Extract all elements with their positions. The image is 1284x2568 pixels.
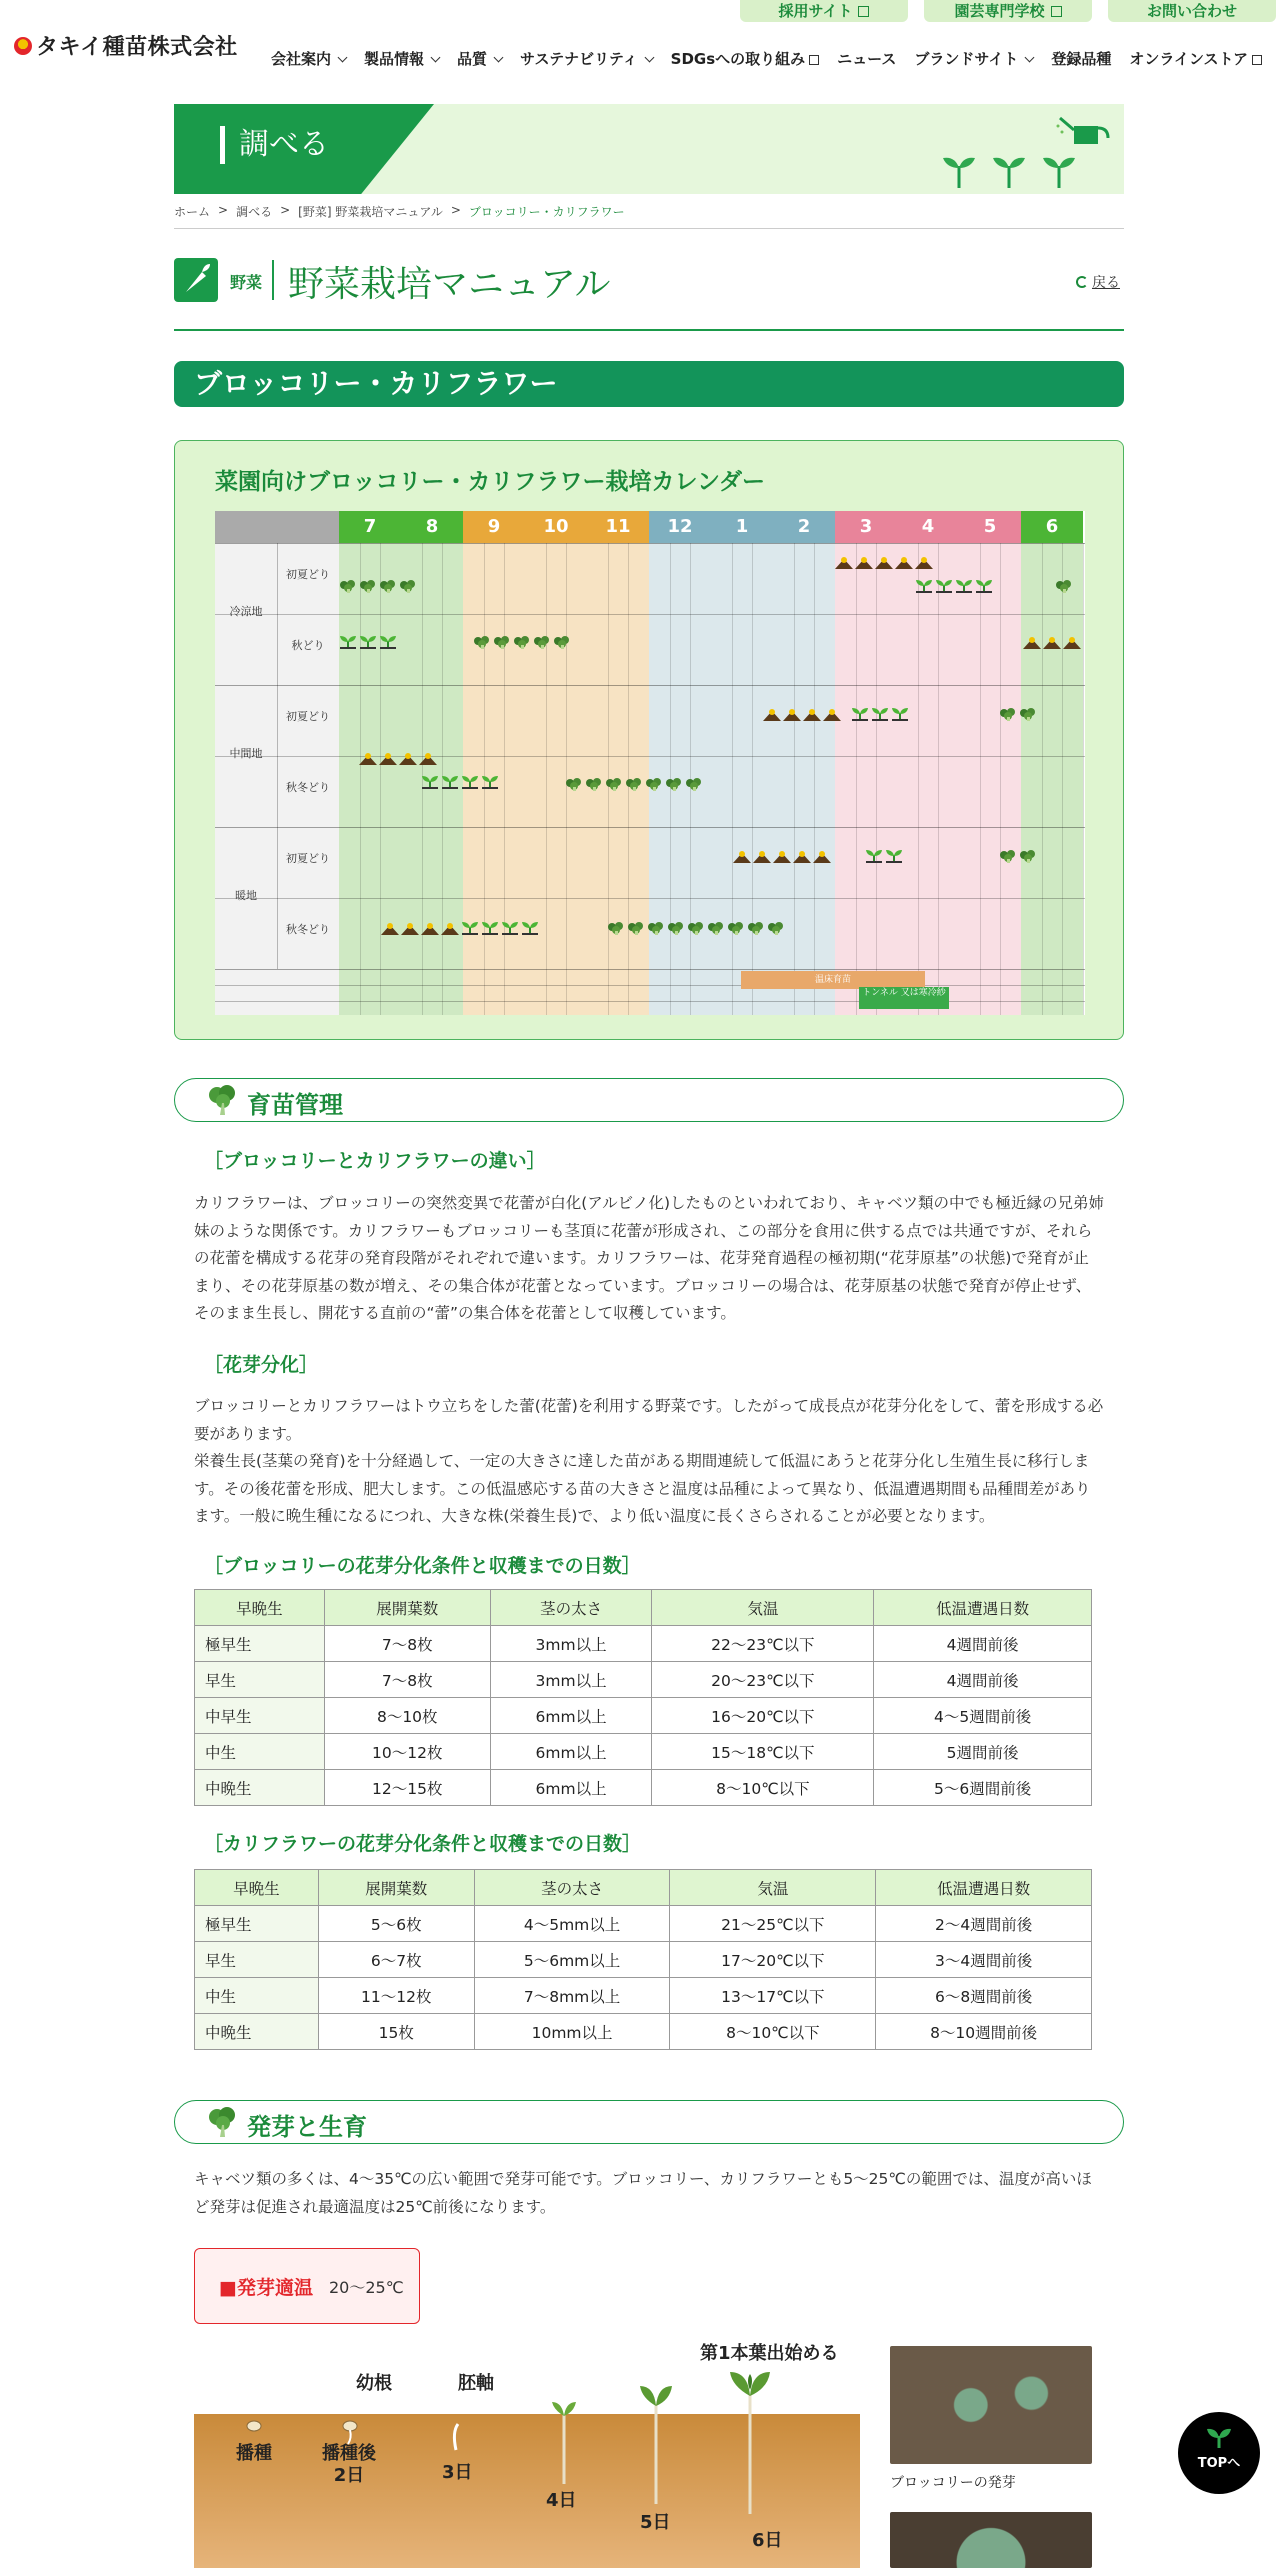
planting-mark-icon: [461, 921, 479, 935]
table-header: 低温遭遇日数: [874, 1590, 1092, 1626]
back-to-top-button[interactable]: [1178, 2412, 1260, 2494]
temp-label: ■発芽適温: [219, 2277, 313, 2299]
stage-label: 3日: [442, 2462, 473, 2483]
harvest-mark-icon: [1019, 707, 1037, 721]
table-cell: 15～18℃以下: [652, 1734, 874, 1770]
cultivation-calendar: [215, 511, 1085, 1015]
table-cell: 4週間前後: [874, 1662, 1092, 1698]
nav-sustainability[interactable]: サステナビリティ: [511, 48, 662, 69]
label-hypocotyl: 胚軸: [458, 2373, 494, 2394]
month-header: 3: [835, 511, 897, 543]
table-header: 展開葉数: [324, 1590, 490, 1626]
month-header: 4: [897, 511, 959, 543]
harvest-mark-icon: [627, 921, 645, 935]
sowing-mark-icon: [855, 555, 873, 569]
grid-line: [215, 985, 1085, 986]
school-link[interactable]: 園芸専門学校: [924, 0, 1092, 22]
table-header: 早晩生: [195, 1590, 325, 1626]
page-category: 野菜: [230, 273, 263, 292]
planting-mark-icon: [975, 579, 993, 593]
germination-temp-box: [194, 2248, 420, 2324]
chevron-down-icon: [644, 53, 654, 63]
label-first-leaf: 第1本葉出始める: [700, 2343, 839, 2364]
table-row: [195, 1978, 1092, 2014]
nav-store[interactable]: オンラインストア: [1120, 48, 1271, 69]
table-row: [195, 1662, 1092, 1698]
month-header: 2: [773, 511, 835, 543]
sowing-mark-icon: [419, 751, 437, 765]
nav-varieties[interactable]: 登録品種: [1051, 50, 1112, 68]
month-header: 10: [525, 511, 587, 543]
grid-line: [215, 969, 1085, 970]
recruit-link[interactable]: 採用サイト: [740, 0, 908, 22]
harvest-mark-icon: [553, 635, 571, 649]
table-row: [195, 2014, 1092, 2050]
table-row: [195, 1942, 1092, 1978]
table-cell: 3mm以上: [490, 1626, 652, 1662]
harvest-mark-icon: [747, 921, 765, 935]
harvest-mark-icon: [339, 579, 357, 593]
table-cell: 6mm以上: [490, 1734, 652, 1770]
sowing-mark-icon: [1043, 635, 1061, 649]
harvest-mark-icon: [473, 635, 491, 649]
month-header: 7: [339, 511, 401, 543]
harvest-mark-icon: [999, 707, 1017, 721]
breadcrumb-manual[interactable]: [野菜] 野菜栽培マニュアル: [298, 205, 443, 219]
table-cell: 8～10℃以下: [670, 2014, 876, 2050]
table-cell: 17～20℃以下: [670, 1942, 876, 1978]
sowing-mark-icon: [803, 707, 821, 721]
crop-title: ブロッコリー・カリフラワー: [174, 361, 1124, 407]
sowing-mark-icon: [813, 849, 831, 863]
vegetable-icon: [174, 258, 218, 302]
harvest-mark-icon: [625, 777, 643, 791]
table-cell: 中生: [195, 1978, 319, 2014]
sprout-icon: [989, 148, 1029, 188]
region-middle: 中間地: [229, 747, 263, 760]
planting-mark-icon: [481, 921, 499, 935]
nav-brand[interactable]: ブランドサイト: [905, 48, 1042, 69]
calendar-title: 菜園向けブロッコリー・カリフラワー栽培カレンダー: [215, 469, 766, 495]
title-underline: [174, 329, 1124, 331]
table-header: 気温: [652, 1590, 874, 1626]
table-header: 早晩生: [195, 1870, 319, 1906]
table-cell: 2～4週間前後: [876, 1906, 1092, 1942]
harvest-mark-icon: [533, 635, 551, 649]
table-header: 茎の太さ: [490, 1590, 652, 1626]
subheading: ［花芽分化］: [204, 1354, 319, 1376]
planting-mark-icon: [871, 707, 889, 721]
table-cell: 中早生: [195, 1698, 325, 1734]
table-cell: 7～8枚: [324, 1662, 490, 1698]
sowing-mark-icon: [783, 707, 801, 721]
table-header: 茎の太さ: [474, 1870, 670, 1906]
harvest-mark-icon: [645, 777, 663, 791]
cauliflower-table: [194, 1869, 1092, 2050]
harvest-mark-icon: [565, 777, 583, 791]
table-header-row: [195, 1590, 1092, 1626]
month-header: 1: [711, 511, 773, 543]
section-title: 発芽と生育: [247, 2113, 367, 2141]
sowing-mark-icon: [733, 849, 751, 863]
sprout-icon: [939, 148, 979, 188]
sowing-mark-icon: [401, 921, 419, 935]
harvest-mark-icon: [399, 579, 417, 593]
contact-link[interactable]: お問い合わせ: [1108, 0, 1276, 22]
table-header: 展開葉数: [318, 1870, 474, 1906]
table-cell: 16～20℃以下: [652, 1698, 874, 1734]
grid-line: [215, 1001, 1085, 1002]
planting-mark-icon: [461, 775, 479, 789]
table-cell: 11～12枚: [318, 1978, 474, 2014]
sowing-mark-icon: [763, 707, 781, 721]
table-cell: 21～25℃以下: [670, 1906, 876, 1942]
paragraph: カリフラワーは、ブロッコリーの突然変異で花蕾が白化(アルビノ化)したものといわれており、キャベツ類の中でも極近縁の兄弟姉妹のような関係です。カリフラワーもブロッコリーも茎頂に花蕾が形成され、この部分を食用に供する点では共通ですが、それらの花蕾を構成する花芽の発育段階がそれぞれで違います。カリフラワーは、花芽発育過程の極初期(“花芽原基”の状態)で発育が止まり、その花芽原基の数が増え、その集合体が花蕾となっています。ブロッコリーの場合は、花芽原基の状態で発育が停止せず、そのまま生長し、開花する直前の“蕾”の集合体を花蕾として収穫しています。: [194, 1194, 1105, 1322]
table-cell: 3～4週間前後: [876, 1942, 1092, 1978]
month-header: 9: [463, 511, 525, 543]
table-cell: 7～8枚: [324, 1626, 490, 1662]
breadcrumb-sep: >: [218, 203, 229, 217]
harvest-mark-icon: [707, 921, 725, 935]
chevron-down-icon: [1025, 53, 1035, 63]
planting-mark-icon: [851, 707, 869, 721]
tunnel-bar: トンネル 又は寒冷紗: [859, 987, 949, 1009]
table-header: 低温遭遇日数: [876, 1870, 1092, 1906]
table-row: [195, 1698, 1092, 1734]
harvest-mark-icon: [1055, 579, 1073, 593]
table-cell: 7～8mm以上: [474, 1978, 670, 2014]
calendar-corner: [215, 511, 339, 543]
harvest-mark-icon: [647, 921, 665, 935]
grid-line: [215, 756, 1085, 757]
paragraph: 栄養生長(茎葉の発育)を十分経過して、一定の大きさに達した苗がある期間連続して低温にあうと花芽分化し生殖生長に移行します。その後花蕾を形成、肥大します。この低温感応する苗の大きさと温度は品種によって異なり、低温遭遇期間も品種間差があります。一般に晩生種になるにつれ、大きな株(栄養生長)で、より低い温度に長くさらされることが必要となります。: [194, 1452, 1091, 1525]
table-header: 気温: [670, 1870, 876, 1906]
row-label: 初夏どり: [286, 568, 330, 581]
site-logo[interactable]: [14, 30, 238, 61]
grid-line: [215, 614, 1085, 615]
table-cell: 中晩生: [195, 2014, 319, 2050]
subheading: ［ブロッコリーとカリフラワーの違い］: [204, 1150, 546, 1172]
sowing-mark-icon: [1023, 635, 1041, 649]
harvest-mark-icon: [1019, 849, 1037, 863]
table-cell: 早生: [195, 1942, 319, 1978]
external-link-icon: [1252, 55, 1262, 65]
table-cell: 5～6mm以上: [474, 1942, 670, 1978]
breadcrumb-search[interactable]: 調べる: [236, 205, 273, 219]
table-cell: 12～15枚: [324, 1770, 490, 1806]
stage-label: 4日: [546, 2490, 577, 2511]
external-link-icon: [858, 6, 869, 17]
breadcrumb-sep: >: [450, 203, 461, 217]
back-to-top-label: TOPへ: [1197, 2456, 1241, 2471]
month-header: 8: [401, 511, 463, 543]
harvest-mark-icon: [665, 777, 683, 791]
sowing-mark-icon: [793, 849, 811, 863]
table-row: [195, 1906, 1092, 1942]
logo-mark-icon: [14, 37, 32, 55]
planting-mark-icon: [521, 921, 539, 935]
subheading: ［カリフラワーの花芽分化条件と収穫までの日数］: [204, 1833, 642, 1855]
table-row: [195, 1626, 1092, 1662]
row-label: 初夏どり: [286, 710, 330, 723]
table-cell: 4～5週間前後: [874, 1698, 1092, 1734]
paragraph: ブロッコリーとカリフラワーはトウ立ちをした蕾(花蕾)を利用する野菜です。したがって成長点が花芽分化をして、蕾を形成する必要があります。: [194, 1397, 1104, 1443]
broccoli-germination-photo: [890, 2346, 1092, 2464]
table-cell: 極早生: [195, 1906, 319, 1942]
table-cell: 3mm以上: [490, 1662, 652, 1698]
breadcrumb-current: ブロッコリー・カリフラワー: [468, 205, 625, 219]
back-link[interactable]: 戻る: [1076, 272, 1120, 292]
planting-mark-icon: [935, 579, 953, 593]
sprout-icon: [1039, 148, 1079, 188]
table-cell: 10～12枚: [324, 1734, 490, 1770]
section-title: 育苗管理: [247, 1091, 343, 1119]
sowing-mark-icon: [823, 707, 841, 721]
month-header: 5: [959, 511, 1021, 543]
table-cell: 6mm以上: [490, 1770, 652, 1806]
table-cell: 極早生: [195, 1626, 325, 1662]
divider: [174, 228, 1124, 229]
planting-mark-icon: [865, 849, 883, 863]
table-cell: 4～5mm以上: [474, 1906, 670, 1942]
sowing-mark-icon: [421, 921, 439, 935]
sowing-mark-icon: [399, 751, 417, 765]
banner-title: 調べる: [220, 126, 329, 164]
harvest-mark-icon: [585, 777, 603, 791]
table-cell: 早生: [195, 1662, 325, 1698]
temp-value: 20～25℃: [329, 2278, 404, 2297]
stage-label: 6日: [752, 2530, 783, 2551]
table-cell: 4週間前後: [874, 1626, 1092, 1662]
grid-line: [215, 685, 1085, 686]
planting-mark-icon: [955, 579, 973, 593]
table-row: [195, 1734, 1092, 1770]
paragraph: キャベツ類の多くは、4～35℃の広い範囲で発芽可能です。ブロッコリー、カリフラワーとも5～25℃の範囲では、温度が高いほど発芽は促進され最適温度は25℃前後になります。: [194, 2170, 1092, 2216]
stage-label: 5日: [640, 2512, 671, 2533]
stage-label: 播種後 2日: [322, 2443, 376, 2486]
section-header-germination: [174, 2100, 1124, 2144]
planting-mark-icon: [421, 775, 439, 789]
planting-mark-icon: [915, 579, 933, 593]
seedling-photo: [890, 2512, 1092, 2568]
sowing-mark-icon: [1063, 635, 1081, 649]
sowing-mark-icon: [381, 921, 399, 935]
harvest-mark-icon: [727, 921, 745, 935]
back-arrow-icon: [1076, 276, 1088, 288]
month-header: 6: [1021, 511, 1083, 543]
grid-line: [215, 827, 1085, 828]
broccoli-table: [194, 1589, 1092, 1806]
harvest-mark-icon: [379, 579, 397, 593]
harvest-mark-icon: [607, 921, 625, 935]
grid-line: [215, 543, 1085, 544]
sprout-icon: [1204, 2426, 1234, 2448]
sowing-mark-icon: [379, 751, 397, 765]
row-label: 秋どり: [291, 639, 325, 652]
table-cell: 5～6週間前後: [874, 1770, 1092, 1806]
table-cell: 5～6枚: [318, 1906, 474, 1942]
sowing-mark-icon: [753, 849, 771, 863]
subheading: ［ブロッコリーの花芽分化条件と収穫までの日数］: [204, 1555, 641, 1577]
planting-mark-icon: [441, 775, 459, 789]
nursery-bar: 温床育苗: [741, 971, 925, 989]
table-cell: 6～7枚: [318, 1942, 474, 1978]
sowing-mark-icon: [773, 849, 791, 863]
row-label: 秋冬どり: [286, 781, 330, 794]
planting-mark-icon: [481, 775, 499, 789]
chevron-down-icon: [431, 53, 441, 63]
title-separator: [272, 260, 274, 300]
table-cell: 13～17℃以下: [670, 1978, 876, 2014]
top-links: [740, 0, 1276, 22]
nav-news[interactable]: ニュース: [837, 50, 897, 68]
breadcrumb-home[interactable]: ホーム: [174, 205, 211, 219]
region-warm: 暖地: [235, 889, 257, 902]
region-cool: 冷涼地: [229, 605, 263, 618]
table-cell: 中晩生: [195, 1770, 325, 1806]
table-cell: 中生: [195, 1734, 325, 1770]
table-cell: 8～10枚: [324, 1698, 490, 1734]
month-header: 11: [587, 511, 649, 543]
chevron-down-icon: [494, 53, 504, 63]
nav-products[interactable]: 製品情報: [355, 48, 448, 69]
table-cell: 15枚: [318, 2014, 474, 2050]
sowing-mark-icon: [835, 555, 853, 569]
table-cell: 22～23℃以下: [652, 1626, 874, 1662]
chevron-down-icon: [338, 53, 348, 63]
external-link-icon: [809, 55, 819, 65]
planting-mark-icon: [885, 849, 903, 863]
harvest-mark-icon: [513, 635, 531, 649]
sowing-mark-icon: [895, 555, 913, 569]
external-link-icon: [1051, 6, 1062, 17]
sowing-mark-icon: [875, 555, 893, 569]
planting-mark-icon: [359, 635, 377, 649]
table-cell: 8～10℃以下: [652, 1770, 874, 1806]
sowing-mark-icon: [441, 921, 459, 935]
table-cell: 6mm以上: [490, 1698, 652, 1734]
table-cell: 8～10週間前後: [876, 2014, 1092, 2050]
calendar-box: [174, 440, 1124, 1040]
broccoli-icon: [205, 1083, 239, 1117]
table-cell: 6～8週間前後: [876, 1978, 1092, 2014]
grid-line: [215, 898, 1085, 899]
nav-company[interactable]: 会社案内: [262, 48, 355, 69]
table-cell: 5週間前後: [874, 1734, 1092, 1770]
harvest-mark-icon: [999, 849, 1017, 863]
harvest-mark-icon: [605, 777, 623, 791]
nav-quality[interactable]: 品質: [448, 48, 511, 69]
row-label: 秋冬どり: [286, 923, 330, 936]
section-banner: [174, 104, 1124, 194]
row-label: 初夏どり: [286, 852, 330, 865]
harvest-mark-icon: [359, 579, 377, 593]
planting-mark-icon: [501, 921, 519, 935]
sowing-mark-icon: [359, 751, 377, 765]
harvest-mark-icon: [687, 921, 705, 935]
breadcrumb-sep: >: [280, 203, 291, 217]
logo-text: タキイ種苗株式会社: [36, 35, 238, 60]
planting-mark-icon: [379, 635, 397, 649]
harvest-mark-icon: [493, 635, 511, 649]
planting-mark-icon: [339, 635, 357, 649]
global-nav: [262, 48, 1271, 69]
harvest-mark-icon: [685, 777, 703, 791]
label-radicle: 幼根: [356, 2373, 392, 2394]
table-header-row: [195, 1870, 1092, 1906]
harvest-mark-icon: [667, 921, 685, 935]
sowing-mark-icon: [915, 555, 933, 569]
page-title: 野菜栽培マニュアル: [288, 264, 611, 305]
section-header-seedling: [174, 1078, 1124, 1122]
watering-can-icon: [1056, 112, 1116, 152]
table-cell: 20～23℃以下: [652, 1662, 874, 1698]
table-row: [195, 1770, 1092, 1806]
photo-caption: ブロッコリーの発芽: [890, 2475, 1016, 2491]
planting-mark-icon: [891, 707, 909, 721]
harvest-mark-icon: [767, 921, 785, 935]
nav-sdgs[interactable]: SDGsへの取り組み: [662, 48, 829, 69]
stage-label: 播種: [236, 2443, 272, 2464]
breadcrumb: [174, 203, 625, 220]
month-header: 12: [649, 511, 711, 543]
broccoli-icon: [205, 2105, 239, 2139]
grid-line: [277, 543, 278, 969]
table-cell: 10mm以上: [474, 2014, 670, 2050]
